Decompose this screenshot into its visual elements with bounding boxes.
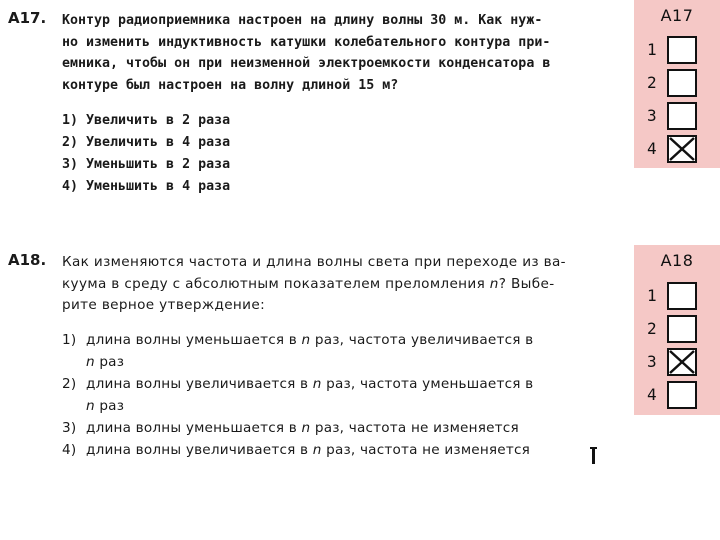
answer-checkbox[interactable]: [667, 282, 697, 310]
variable-n: n: [86, 354, 95, 370]
row-number: 3: [647, 352, 657, 371]
answer-option: [62, 439, 620, 461]
answer-option: [62, 176, 620, 198]
row-number: 3: [647, 106, 657, 125]
answer-row[interactable]: [634, 36, 720, 64]
answer-option: [62, 329, 620, 373]
option-text: Уменьшить в 2 раза: [86, 157, 231, 172]
question-line: Как изменяются частота и длина волны света при переходе из ва-: [62, 254, 566, 270]
answer-checkbox[interactable]: [667, 135, 697, 163]
answer-option: [62, 110, 620, 132]
answer-options: [62, 329, 620, 461]
row-number: 2: [647, 319, 657, 338]
answer-checkbox[interactable]: [667, 348, 697, 376]
option-number: 2): [62, 135, 79, 150]
answer-panel-a18: [634, 245, 720, 415]
question-text: [62, 252, 620, 317]
option-number: 3): [62, 420, 77, 436]
panel-title: А17: [660, 6, 694, 25]
variable-n: n: [86, 398, 95, 414]
option-text: длина волны уменьшается в n раз, частота не изменяется: [86, 420, 519, 436]
option-number: 4): [62, 442, 77, 458]
question-line: Контур радиоприемника настроен на длину волны 30 м. Как нуж-: [62, 13, 543, 28]
row-number: 2: [647, 73, 657, 92]
answer-checkbox[interactable]: [667, 102, 697, 130]
answer-options: [62, 110, 620, 198]
answer-option: [62, 154, 620, 176]
option-number: 2): [62, 376, 77, 392]
variable-n: n: [489, 275, 499, 292]
answer-row[interactable]: [634, 135, 720, 163]
row-number: 4: [647, 385, 657, 404]
checkmark-x-icon: [669, 137, 695, 161]
row-number: 1: [647, 286, 657, 305]
question-line: куума в среду с абсолютным показателем преломления n? Выбе-: [62, 275, 555, 292]
answer-row[interactable]: [634, 315, 720, 343]
answer-checkbox[interactable]: [667, 36, 697, 64]
answer-row[interactable]: [634, 282, 720, 310]
answer-option: [62, 132, 620, 154]
question-line: рите верное утверждение:: [62, 297, 266, 313]
checkmark-x-icon: [669, 350, 695, 374]
answer-checkbox[interactable]: [667, 381, 697, 409]
row-number: 1: [647, 40, 657, 59]
option-text: длина волны уменьшается в n раз, частота увеличивается в n раз: [86, 332, 534, 370]
option-number: 1): [62, 113, 79, 128]
option-text: Увеличить в 4 раза: [86, 135, 231, 150]
question-line: но изменить индуктивность катушки колебательного контура при-: [62, 34, 551, 50]
option-number: 1): [62, 332, 77, 348]
question-text: [62, 10, 620, 96]
answer-option: [62, 417, 620, 439]
answer-checkbox[interactable]: [667, 315, 697, 343]
answer-row[interactable]: [634, 348, 720, 376]
option-number: 3): [62, 157, 79, 172]
question-line: емника, чтобы он при неизменной электроемкости конденсатора в: [62, 56, 551, 71]
question-number: А17.: [8, 9, 47, 27]
row-number: 4: [647, 139, 657, 158]
option-number: 4): [62, 179, 79, 194]
variable-n: n: [312, 442, 322, 458]
answer-checkbox[interactable]: [667, 69, 697, 97]
variable-n: n: [312, 376, 322, 392]
question-line: контуре был настроен на волну длиной 15 м?: [62, 77, 399, 93]
variable-n: n: [301, 332, 311, 348]
answer-row[interactable]: [634, 69, 720, 97]
variable-n: n: [301, 420, 311, 436]
option-text: длина волны увеличивается в n раз, частота уменьшается в n раз: [86, 376, 534, 414]
option-text: Уменьшить в 4 раза: [86, 179, 231, 194]
option-text: длина волны увеличивается в n раз, частота не изменяется: [86, 442, 531, 458]
answer-row[interactable]: [634, 102, 720, 130]
stray-mark: [592, 447, 595, 464]
question-number: А18.: [8, 251, 47, 269]
answer-option: [62, 373, 620, 417]
answer-row[interactable]: [634, 381, 720, 409]
option-text: Увеличить в 2 раза: [86, 113, 231, 128]
panel-title: А18: [660, 251, 694, 270]
answer-panel-a17: [634, 0, 720, 168]
